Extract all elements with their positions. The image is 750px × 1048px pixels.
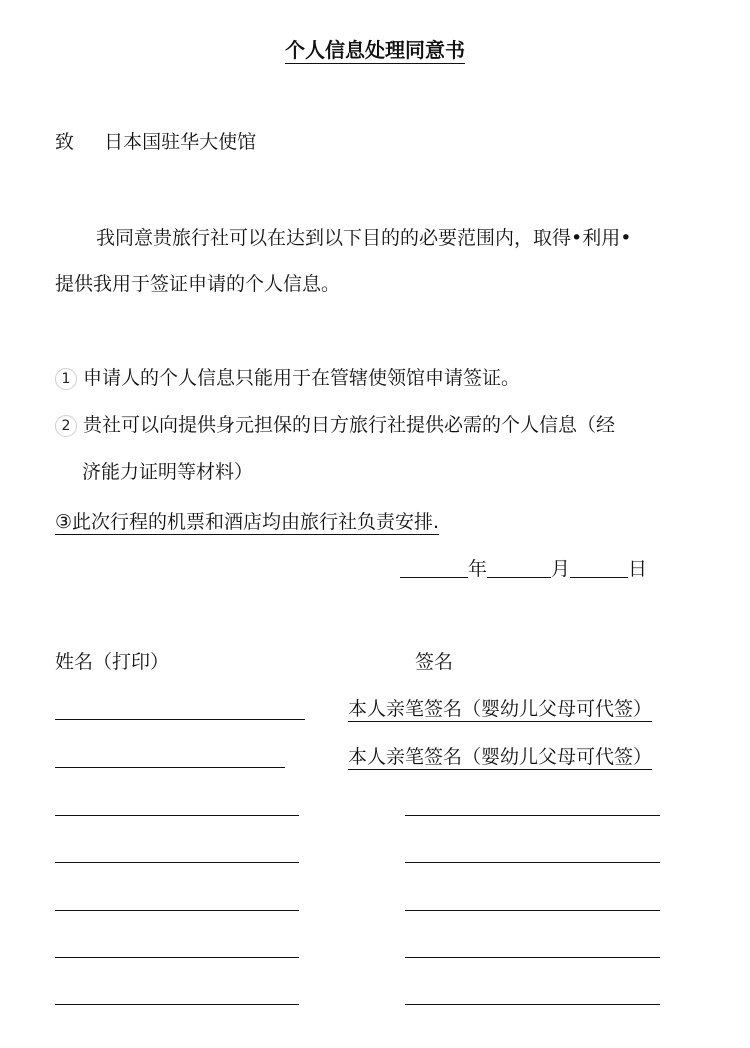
name-line-7 [55,1004,299,1005]
signature-line-6 [405,957,660,958]
day-blank [570,557,628,578]
list-item-3 [55,510,439,534]
signature-line-5 [405,910,660,911]
item-number-1: 1 [55,368,77,390]
signature-note-2: 本人亲笔签名（婴幼儿父母可代签） [348,746,653,768]
year-blank [400,557,468,578]
month-blank [487,557,551,578]
document-title: 个人信息处理同意书 [285,38,465,62]
name-line-2 [55,767,285,768]
day-label: 日 [628,558,648,580]
signature-line-3 [405,815,660,816]
name-line-6 [55,957,299,958]
signature-line-4 [405,862,660,863]
signature-line-2 [348,745,652,769]
name-line-5 [55,910,299,911]
list-item-1 [55,366,520,390]
item-text-3: 此次行程的机票和酒店均由旅行社负责安排. [72,511,440,533]
signature-column-label: 签名 [415,651,454,673]
intro-line-2: 提供我用于签证申请的个人信息。 [55,273,341,295]
addressee-name: 日本国驻华大使馆 [104,131,257,153]
signature-line-1 [348,697,652,721]
list-item-2 [55,413,615,437]
addressee-prefix: 致 [55,131,75,153]
name-line-4 [55,862,299,863]
item-text-2-continuation: 济能力证明等材料） [82,461,254,483]
item-number-3: ③ [55,511,73,533]
intro-line-1: 我同意贵旅行社可以在达到以下目的的必要范围内，取得•利用• [96,227,632,249]
month-label: 月 [551,558,571,580]
name-line-1 [55,719,305,720]
signature-note-1: 本人亲笔签名（婴幼儿父母可代签） [348,698,653,720]
name-line-3 [55,815,299,816]
signature-line-7 [405,1004,660,1005]
item-number-2: 2 [55,415,77,437]
item-text-1: 申请人的个人信息只能用于在管辖使领馆申请签证。 [83,367,521,389]
name-column-label: 姓名（打印） [55,651,170,673]
item-text-2: 贵社可以向提供身元担保的日方旅行社提供必需的个人信息（经 [83,414,616,436]
date-line [400,557,647,581]
year-label: 年 [468,558,488,580]
addressee-line [55,130,256,154]
